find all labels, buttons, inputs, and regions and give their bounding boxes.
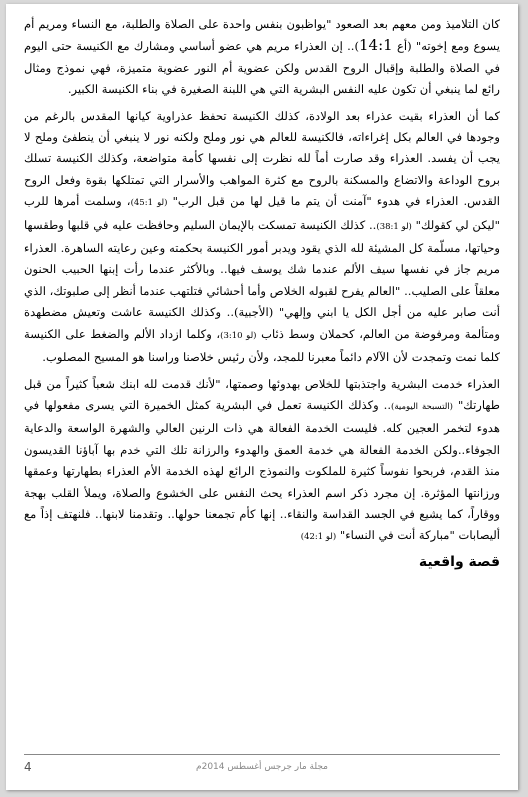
section-heading: قصة واقعية [418,553,500,570]
paragraph-1-text-a: كان التلاميذ ومن معهم بعد الصعود "يواظبون بنفس واحدة على الصلاة والطلبة، مع النساء ومريم أم يسوع ومع إخوته" (أع [24,17,500,54]
paragraph-2-text-c: .. كذلك الكنيسة تمسكت بالإيمان السليم وحافظت عليه في قلبها وطقسها وحياتها، مسلّمة كل المشيئة لله الذي يقود ويدبر أمور الكنيسة بحكمته وعين رعايته الساهرة. العذراء مريم جاز في نفسها سيف الألم عندما شك يوسف فيها.. وبالأكثر عندما رأت إبنها الحبيب الحنون معلقاً على الصليب.. "العالم يفرح لقبوله الخلاص وأما أحشائي فتلتهب عندما أنظر إلى صلبوتك، الذي أنت صابر عليه من أجل الكل يا ابني وإلهي" (الأجبية).. وكذلك الكنيسة عاشت وتعيش مضطهدة ومتألمة ومرفوضة من العالم، كحملان وسط ذئاب [24,217,500,341]
paragraph-2-ref-2: (لو 38:1) [376,221,412,232]
paragraph-2-text-b: ، وسلمت أمرها للرب "ليكن لي كقولك" [24,194,500,232]
paragraph-2 [24,106,500,369]
paragraph-3-text-a: العذراء خدمت البشرية واجتذبتها للخلاص بهدوئها وصمتها، "لأنك قدمت لله ابنك شعباً كثيراً من قبل طهارتك" [24,376,501,412]
document-page [6,4,518,790]
article-body [24,14,500,549]
footer-divider [24,754,500,755]
page-footer [24,762,500,778]
paragraph-3-text-b: .. وكذلك الكنيسة تعمل في البشرية كمثل الخميرة التي يسرى مفعولها في هدوء لتخمر العجين كله. فليست الخدمة الفعالة هي ذات الرنين العالي والشهرة الواسعة والدعاية الجوفاء..ولكن الخدمة الفعالة هي خدمة العمق والهدوء والرزانة تلك التي خدم بها آباؤنا القديسون منذ القدم، فربحوا نفوساً كثيرة للملكوت والنموذج الرائع لهذه الخدمة الأم العذراء بطهارتها وعمقها ورزانتها المؤثرة. إن مجرد ذكر اسم العذراء يحث النفس على الخشوع والصلاة، ويملأ القلب بهجة ووقاراً، كما يشيع في الجسد القداسة والنقاء.. إنها كأم تجمعنا حولها.. وتقدمنا لابنها.. فلنهتف إذاً مع أليصابات "مباركة أنت في النساء" [24,397,500,543]
paragraph-2-ref-1: (لو 45:1) [130,198,168,209]
footer-journal-title: مجلة مار جرجس أغسطس 2014م [196,762,328,772]
paragraph-1-ref: 14:1 [359,36,393,55]
page-number: 4 [24,760,32,774]
paragraph-2-text-a: كما أن العذراء بقيت عذراء بعد الولادة، كذلك الكنيسة تحفظ عذراوية كيانها المقدس بالرغم من وجودها في العالم بكل إغراءاته، فالكنيسة للعالم هي نور وملح ولكنه نور لا ينبغي أن ينطفئ وملح لا يجب أن يفسد. العذراء وقد صارت أماً لله نظرت إلى نفسها كأمة متواضعة، وكذلك الكنيسة تسلك بروح الوداعة والاتضاع والمسكنة بالروح مع كثرة المواهب والأسرار التي تمتلكها بقوة وفعل الروح القدس. العذراء في هدوء "آمنت أن يتم ما قيل لها من قبل الرب" [24,108,500,209]
paragraph-3-ref-1: (التسبحة اليومية) [391,401,453,412]
paragraph-3-ref-2: (لو 42:1) [300,532,337,543]
paragraph-2-ref-3: (لو 3:10) [220,330,257,341]
paragraph-2-text-d: ، وكلما ازداد الألم والضغط على الكنيسة كلما نمت وتمجدت لأن الآلام دائماً معبرنا للمجد، ولأن رئيس خلاصنا وراسنا هو المسيح المصلوب. [24,326,500,365]
paragraph-3 [24,374,500,549]
paragraph-1 [24,14,500,101]
paragraph-1-text-b: ).. إن العذراء مريم هي عضو أساسي ومشارك مع الكنيسة حتى اليوم في الصلاة والطلبة وإقبال الروح القدس ولكن عضوية أم النور عضوية متميزة، فهي نموذج ومثال رائع لما ينبغي أن تكون عليه النفس البشرية التي هي اللبنة الصغيرة في بناء الكنيسة الكبير. [24,39,500,97]
